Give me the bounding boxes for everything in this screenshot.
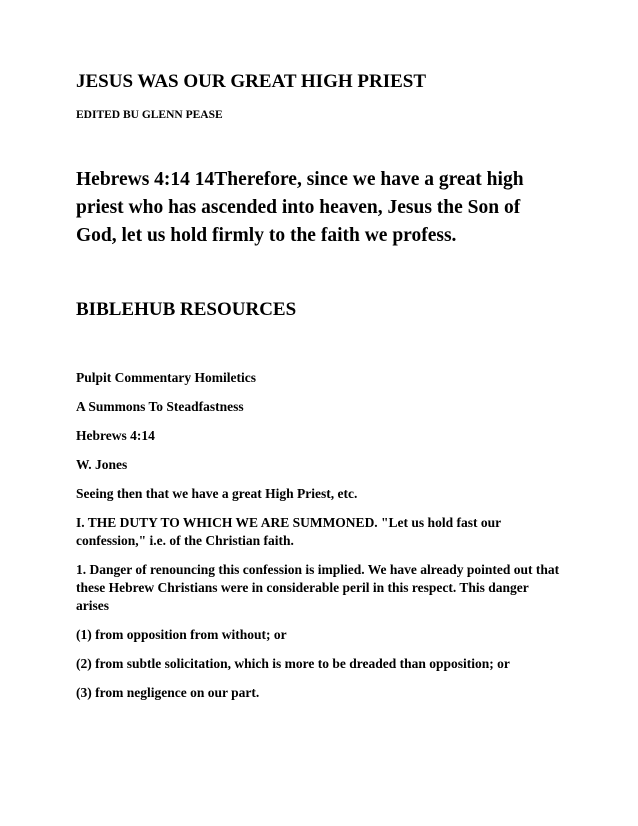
paragraph-item-2: (2) from subtle solicitation, which is more to be dreaded than opposition; or (76, 656, 510, 671)
paragraph-item-1: (1) from opposition from without; or (76, 627, 287, 642)
paragraph-intro: Seeing then that we have a great High Priest, etc. (76, 486, 358, 501)
document-title: JESUS WAS OUR GREAT HIGH PRIEST (76, 71, 427, 92)
paragraph-sermon-title: A Summons To Steadfastness (76, 399, 244, 414)
paragraph-danger: 1. Danger of renouncing this confession is implied. We have already pointed out that these Hebrew Christians were in considerable peril in this respect. This danger arises (76, 562, 560, 613)
commentary-block (76, 369, 562, 702)
document-body (76, 70, 562, 713)
paragraph-source: Pulpit Commentary Homiletics (76, 370, 256, 385)
paragraph-reference: Hebrews 4:14 (76, 428, 155, 443)
paragraph-item-3: (3) from negligence on our part. (76, 685, 260, 700)
paragraph-author: W. Jones (76, 457, 128, 472)
section-heading: BIBLEHUB RESOURCES (76, 299, 297, 320)
scripture-verse: Hebrews 4:14 14Therefore, since we have a great high priest who has ascended into heaven, Jesus the Son of God, let us hold firmly to the faith we profess. (76, 169, 524, 246)
paragraph-point-one: I. THE DUTY TO WHICH WE ARE SUMMONED. "Let us hold fast our confession," i.e. of the Christian faith. (76, 515, 501, 548)
document-subtitle: EDITED BU GLENN PEASE (76, 109, 223, 121)
